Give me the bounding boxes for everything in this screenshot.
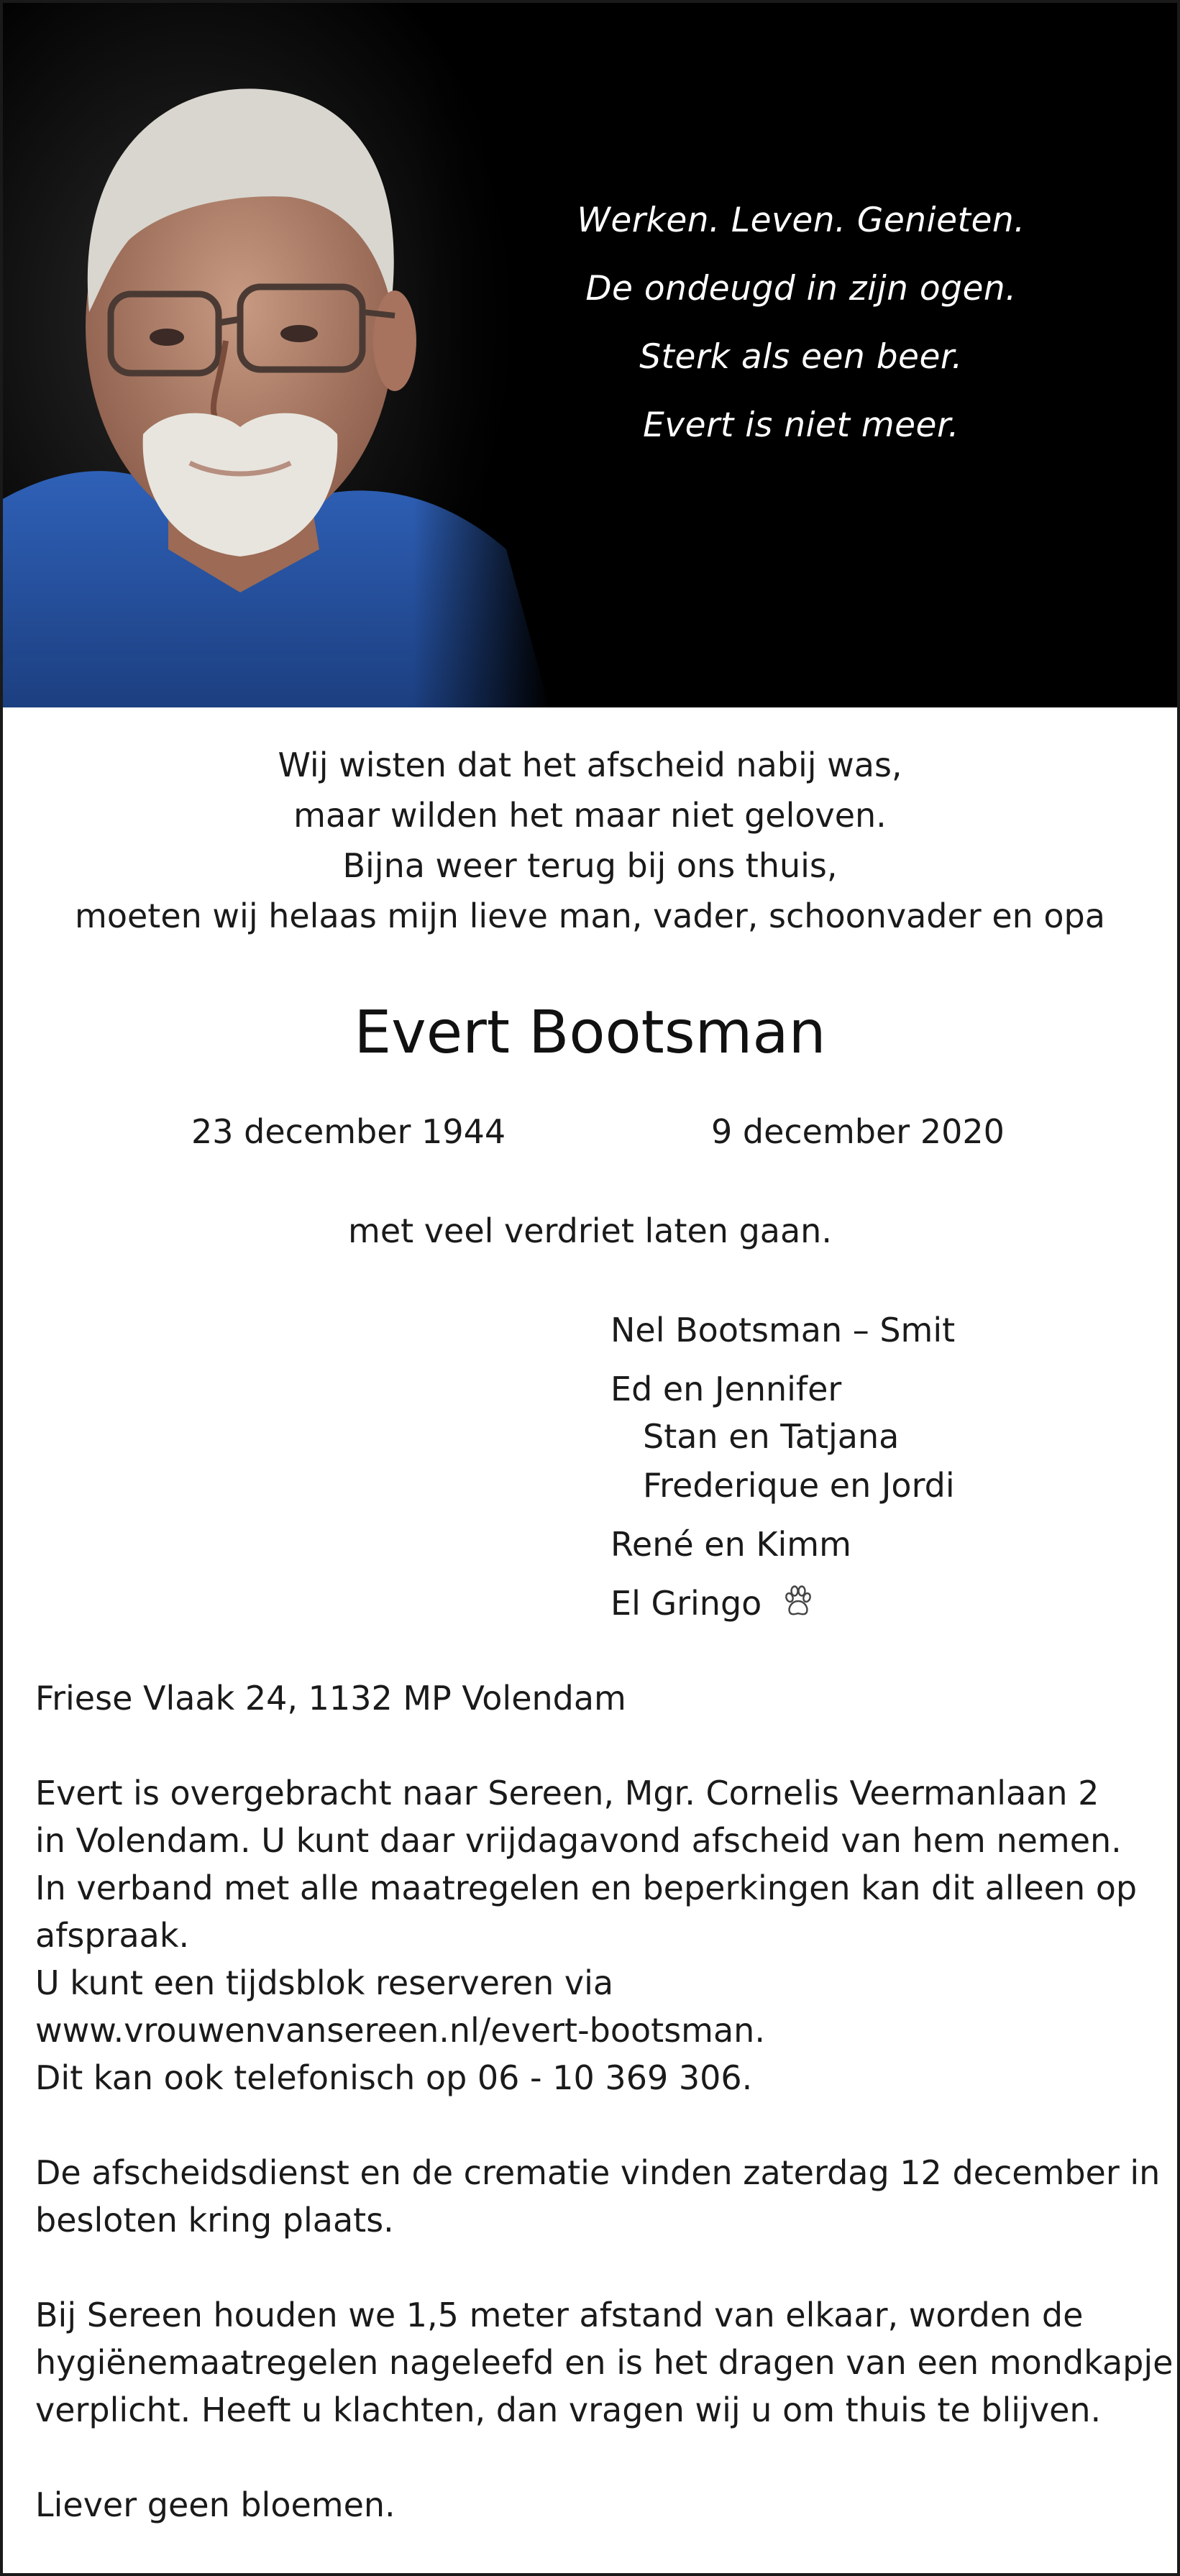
arrangement-line: In verband met alle maatregelen en beperkingen kan dit alleen op xyxy=(35,1869,1138,1907)
reservation-link: www.vrouwenvansereen.nl/evert-bootsman. xyxy=(35,2011,765,2050)
arrangement-line: U kunt een tijdsblok reserveren via xyxy=(35,1963,614,2002)
measures-line: hygiënemaatregelen nageleefd en is het dragen van een mondkapje xyxy=(35,2343,1174,2382)
portrait-photo xyxy=(3,3,549,707)
ceremony-line: besloten kring plaats. xyxy=(35,2201,394,2240)
family-child: Ed en Jennifer xyxy=(610,1370,842,1408)
family-grandchild: Stan en Tatjana xyxy=(643,1417,900,1456)
family-child: René en Kimm xyxy=(610,1525,851,1564)
family-list xyxy=(610,1306,955,1628)
arrangement-line: afspraak. xyxy=(35,1916,190,1955)
intro-line: maar wilden het maar niet geloven. xyxy=(293,796,887,835)
flowers-note: Liever geen bloemen. xyxy=(35,2485,395,2524)
arrangement-paragraph xyxy=(35,1769,1143,2101)
intro-text xyxy=(3,740,1177,941)
outro-text: met veel verdriet laten gaan. xyxy=(348,1211,832,1250)
family-pet xyxy=(610,1579,955,1628)
intro-line: moeten wij helaas mijn lieve man, vader, schoonvader en opa xyxy=(75,897,1105,935)
home-address: Friese Vlaak 24, 1132 MP Volendam xyxy=(35,1679,626,1718)
poem-line: De ondeugd in zijn ogen. xyxy=(585,269,1017,308)
measures-line: Bij Sereen houden we 1,5 meter afstand van elkaar, worden de xyxy=(35,2296,1084,2334)
phone-line: Dit kan ook telefonisch op 06 - 10 369 306. xyxy=(35,2058,753,2097)
measures-paragraph xyxy=(35,2291,1174,2434)
poem-line: Evert is niet meer. xyxy=(643,405,959,445)
header-band xyxy=(3,3,1177,707)
arrangement-line: in Volendam. U kunt daar vrijdagavond afscheid van hem nemen. xyxy=(35,1821,1122,1860)
poem xyxy=(549,186,1053,459)
measures-line: verplicht. Heeft u klachten, dan vragen wij u om thuis te blijven. xyxy=(35,2391,1102,2429)
ceremony-paragraph xyxy=(35,2149,1161,2244)
paw-icon xyxy=(779,1582,817,1619)
family-spouse: Nel Bootsman – Smit xyxy=(610,1311,956,1349)
intro-line: Bijna weer terug bij ons thuis, xyxy=(342,846,838,885)
poem-line: Werken. Leven. Genieten. xyxy=(577,201,1025,240)
details xyxy=(35,1674,1174,2529)
poem-line: Sterk als een beer. xyxy=(639,337,963,377)
arrangement-line: Evert is overgebracht naar Sereen, Mgr. Cornelis Veermanlaan 2 xyxy=(35,1774,1099,1812)
family-grandchild: Frederique en Jordi xyxy=(643,1466,955,1505)
death-date: 9 december 2020 xyxy=(711,1112,1005,1151)
ceremony-line: De afscheidsdienst en de crematie vinden zaterdag 12 december in xyxy=(35,2153,1161,2192)
deceased-name: Evert Bootsman xyxy=(354,999,826,1067)
birth-date: 23 december 1944 xyxy=(191,1112,506,1151)
intro-line: Wij wisten dat het afscheid nabij was, xyxy=(278,746,902,784)
family-pet-name: El Gringo xyxy=(610,1584,762,1623)
